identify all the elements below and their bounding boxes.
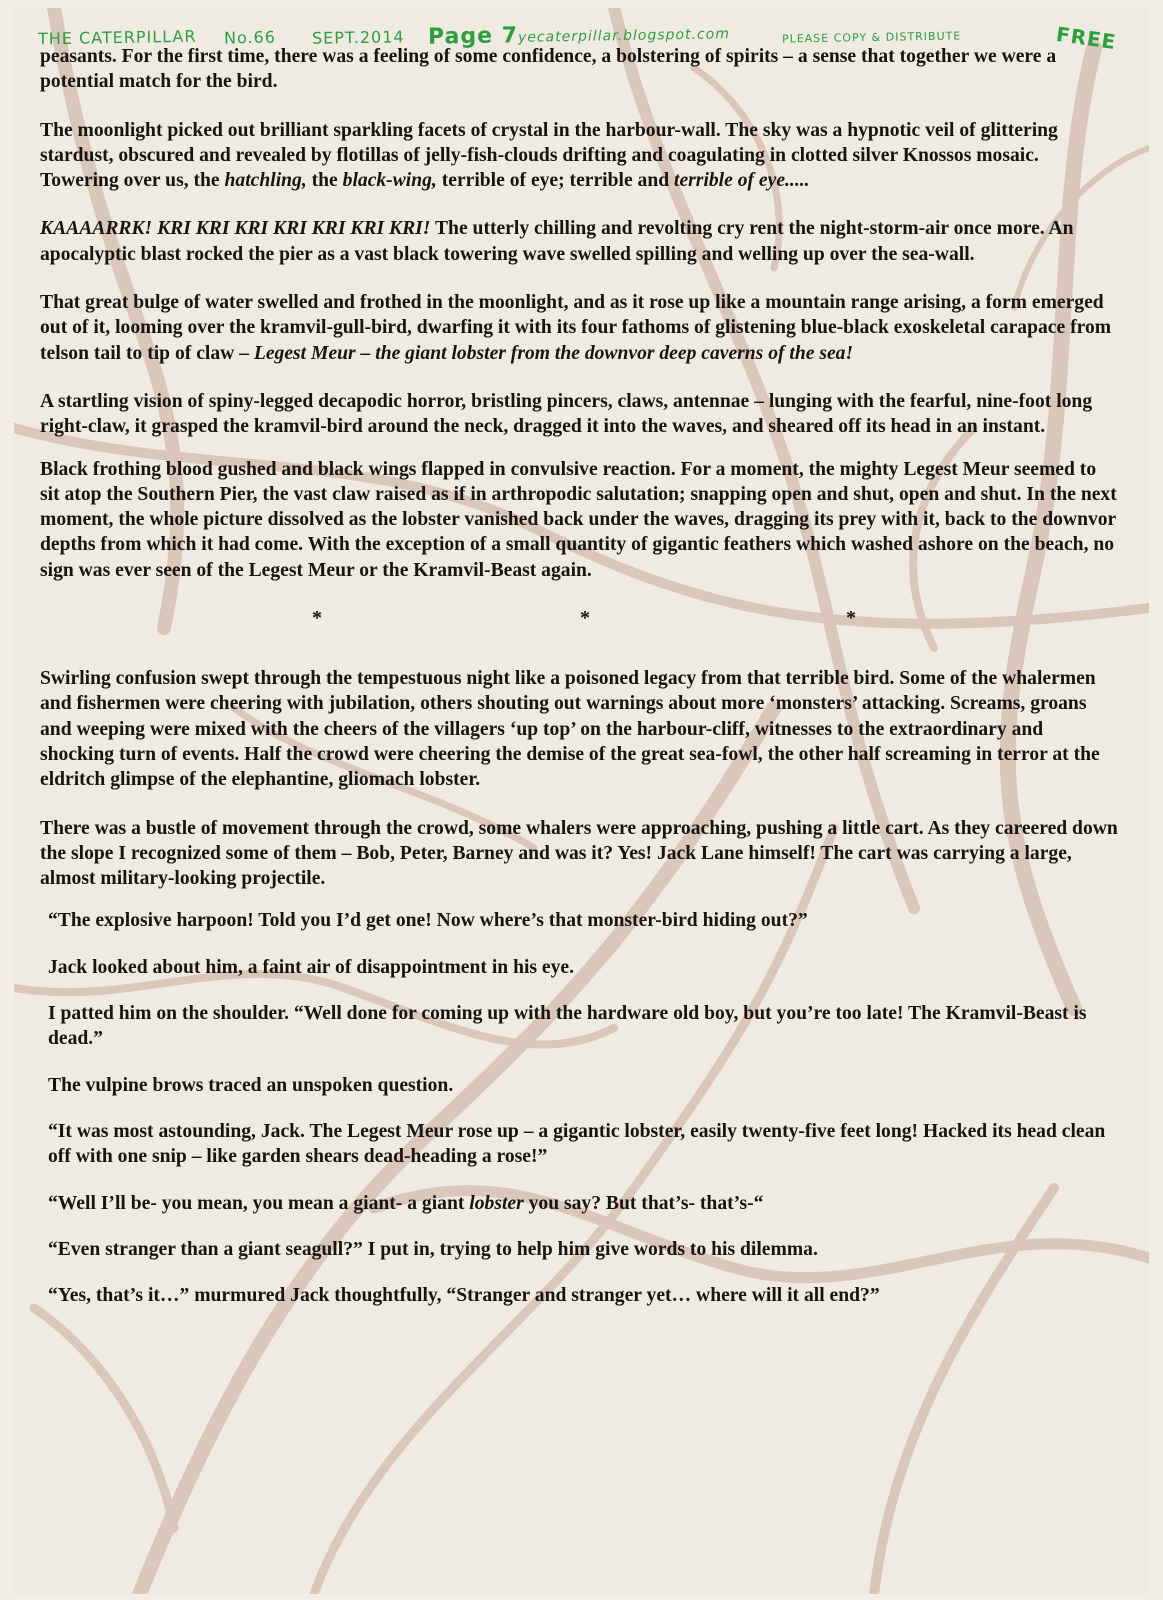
asterisk: * [580, 607, 590, 630]
header-title: THE CATERPILLAR [37, 26, 197, 49]
asterisk: * [312, 607, 322, 630]
asterisk: * [846, 607, 856, 630]
header-issue: No.66 [223, 27, 277, 48]
paragraph: The moonlight picked out brilliant sparkling facets of crystal in the harbour-wall. The sky was a hypnotic veil of glittering stardust, obscured and revealed by flotillas of jelly-fish-clouds drifting and coagulating in clotted silver Knossos mosaic. Towering over us, the hatchling, the black-wing, terrible of eye; terrible and terrible of eye..... [40, 119, 1058, 192]
story-text [40, 44, 1120, 1329]
paragraph: “The explosive harpoon! Told you I’d get one! Now where’s that monster-bird hiding out?” [48, 910, 808, 932]
header-page-number: Page 7 [427, 23, 519, 50]
bird-cry: KAAAARRK! KRI KRI KRI KRI KRI KRI KRI! [40, 218, 431, 240]
header-copy-note: PLEASE COPY & DISTRIBUTE [781, 29, 962, 46]
paragraph: That great bulge of water swelled and frothed in the moonlight, and as it rose up like a mountain range arising, a form emerged out of it, looming over the kramvil-gull-bird, dwarfing it with its four fathoms of glistening blue-black exoskeletal carapace from telson tail to tip of claw – Legest Meur – the giant lobster from the downvor deep caverns of the sea! [40, 292, 1112, 364]
paragraph: There was a bustle of movement through the crowd, some whalers were approaching, pushing a little cart. As they careered down the slope I recognized some of them – Bob, Peter, Barney and was it? Yes! Jack Lane himself! The cart was carrying a large, almost military-looking projectile. [40, 817, 1118, 890]
header-url: yecaterpillar.blogspot.com [517, 26, 731, 46]
paragraph: A startling vision of spiny-legged decapodic horror, bristling pincers, claws, antennae – lunging with the fearful, nine-foot long right-claw, it grasped the kramvil-bird around the neck, dragged it into the waves, and sheared off its head in an instant. [40, 390, 1093, 438]
header-free: FREE [1054, 21, 1118, 55]
paragraph: Black frothing blood gushed and black wings flapped in convulsive reaction. For a moment, the mighty Legest Meur seemed to sit atop the Southern Pier, the vast claw raised as if in arthropodic salutation; snapping open and shut, open and shut. In the next moment, the whole picture dissolved as the lobster vanished back under the waves, dragging its prey with it, back to the downvor depths from which it had come. With the exception of a small quantity of gigantic feathers which washed ashore on the beach, no sign was ever seen of the Legest Meur or the Kramvil-Beast again. [40, 458, 1117, 581]
section-break [40, 606, 1120, 654]
header-date: SEPT.2014 [311, 27, 405, 48]
paragraph: “Even stranger than a giant seagull?” I put in, trying to help him give words to his dilemma. [48, 1238, 818, 1260]
paper-page [14, 8, 1149, 1594]
paragraph: I patted him on the shoulder. “Well done for coming up with the hardware old boy, but you’re too late! The Kramvil-Beast is dead.” [48, 1003, 1087, 1050]
paragraph: Swirling confusion swept through the tempestuous night like a poisoned legacy from that terrible bird. Some of the whalermen and fishermen were cheering with jubilation, others shouting out warnings about more ‘monsters’ attacking. Screams, groans and weeping were mixed with the cheers of the villagers ‘up top’ on the harbour-cliff, witnesses to the extraordinary and shocking turn of events. Half the crowd were cheering the demise of the great sea-fowl, the other half screaming in terror at the eldritch glimpse of the elephantine, gliomach lobster. [40, 668, 1100, 791]
paragraph: Jack looked about him, a faint air of disappointment in his eye. [48, 956, 575, 978]
paragraph: peasants. For the first time, there was a feeling of some confidence, a bolstering of spirits – a sense that together we were a potential match for the bird. [40, 46, 1057, 93]
paragraph: “Yes, that’s it…” murmured Jack thoughtfully, “Stranger and stranger yet… where will it all end?” [48, 1285, 880, 1307]
paragraph: KAAAARRK! KRI KRI KRI KRI KRI KRI KRI! The utterly chilling and revolting cry rent the night-storm-air once more. An apocalyptic blast rocked the pier as a vast black towering wave swelled spilling and welling up over the sea-wall. [40, 218, 1074, 265]
paragraph: “It was most astounding, Jack. The Legest Meur rose up – a gigantic lobster, easily twenty-five feet long! Hacked its head clean off with one snip – like garden shears dead-heading a rose!” [48, 1120, 1106, 1168]
paragraph: “Well I’ll be- you mean, you mean a giant- a giant lobster you say? But that’s- that’s-“ [48, 1192, 764, 1214]
paragraph: The vulpine brows traced an unspoken question. [48, 1074, 454, 1096]
